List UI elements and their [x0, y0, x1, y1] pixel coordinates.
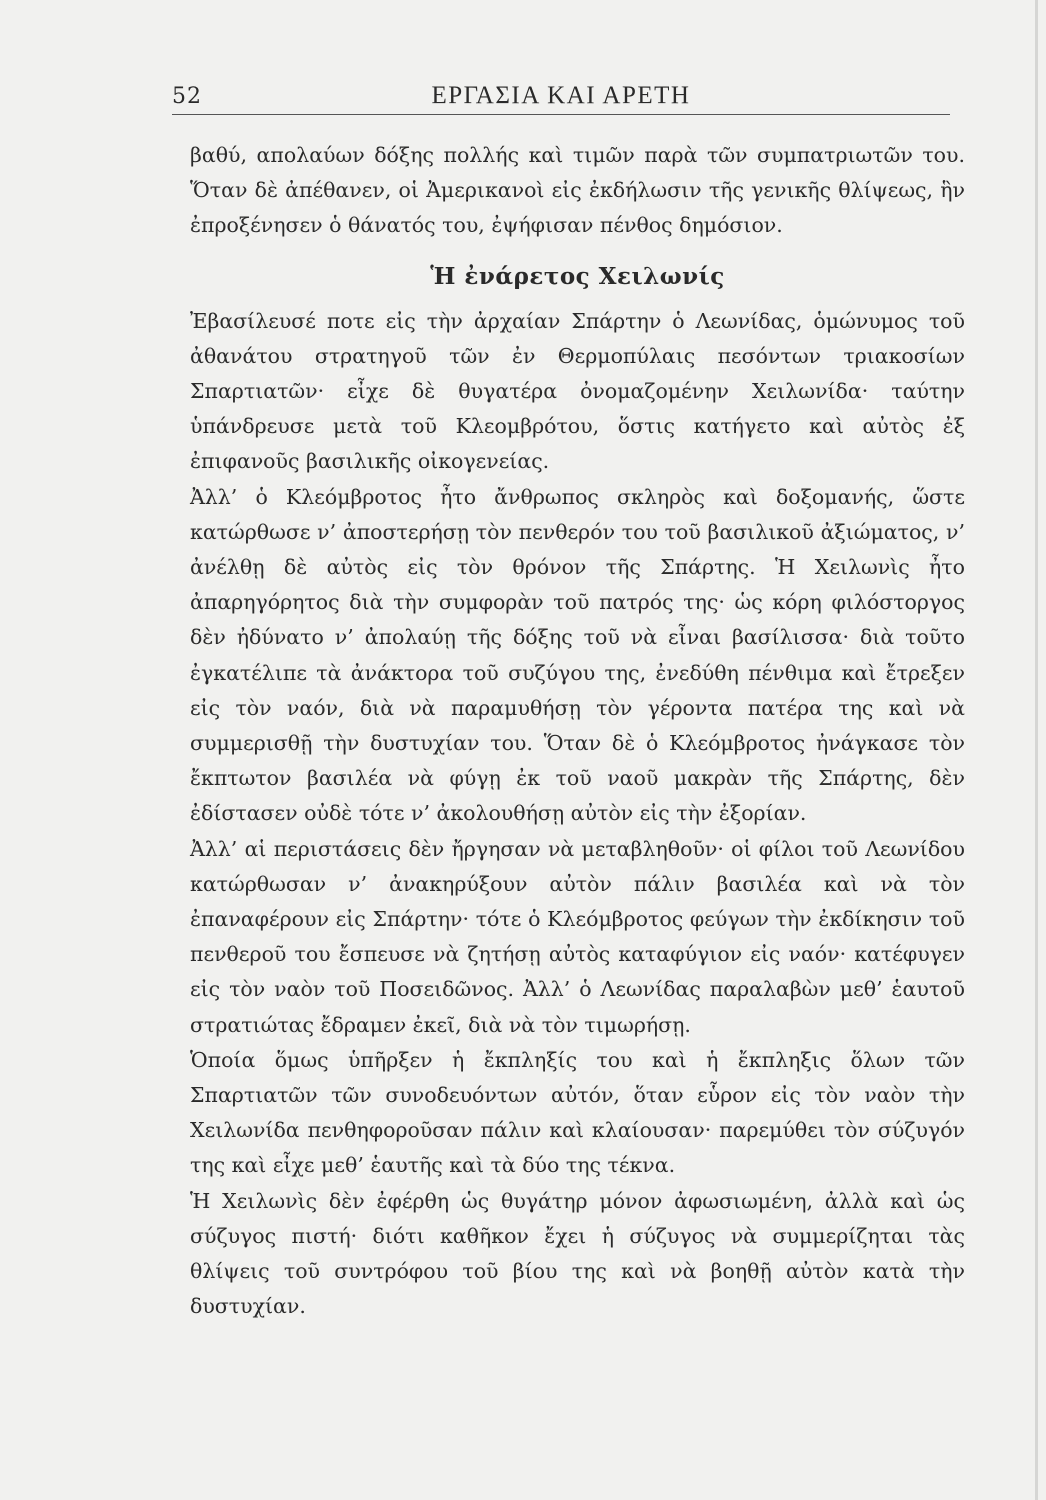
paragraph-2: Ἀλλ’ ὁ Κλεόμβροτος ἦτο ἄνθρωπος σκληρὸς καὶ δοξομανής, ὥστε κατώρθωσε ν’ ἀποστερήσῃ τὸν πενθερόν του τοῦ βασιλικοῦ ἀξιώματος, ν’ ἀνέλθῃ δὲ αὐτὸς εἰς τὸν θρόνον τῆς Σπάρτης. Ἡ Χειλωνὶς ἦτο ἀπαρηγόρητος διὰ τὴν συμφορὰν τοῦ πατρός της· ὡς κόρη φιλόστοργος δὲν ἠδύνατο ν’ ἀπολαύῃ τῆς δόξης τοῦ νὰ εἶναι βασίλισσα· διὰ τοῦτο ἐγκατέλιπε τὰ ἀνάκτορα τοῦ συζύγου της, ἐνεδύθη πένθιμα καὶ ἔτρεξεν εἰς τὸν ναόν, διὰ νὰ παραμυθήσῃ τὸν γέροντα πατέρα της καὶ νὰ συμμερισθῇ τὴν δυστυχίαν του. Ὅταν δὲ ὁ Κλεόμβροτος ἠνάγκασε τὸν ἔκπτωτον βασιλέα νὰ φύγῃ ἐκ τοῦ ναοῦ μακρὰν τῆς Σπάρτης, δὲν ἐδίστασεν οὐδὲ τότε ν’ ἀκολουθήσῃ αὐτὸν εἰς τὴν ἐξορίαν. — [190, 484, 965, 826]
running-title: ΕΡΓΑΣΙΑ ΚΑΙ ΑΡΕΤΗ — [431, 82, 691, 109]
page-edge-shadow — [1035, 0, 1038, 1500]
intro-paragraph: βαθύ, απολαύων δόξης πολλής καὶ τιμῶν παρὰ τῶν συμπατριωτῶν του. Ὅταν δὲ ἀπέθανεν, οἱ Ἀμερικανοὶ εἰς ἐκδήλωσιν τῆς γενικῆς θλίψεως, ἣν ἐπροξένησεν ὁ θάνατός του, ἐψήφισαν πένθος δημόσιον. — [190, 143, 965, 238]
section-heading: Ἡ ἐνάρετος Χειλωνίς — [430, 262, 725, 290]
paragraph-1: Ἐβασίλευσέ ποτε εἰς τὴν ἀρχαίαν Σπάρτην ὁ Λεωνίδας, ὁμώνυμος τοῦ ἀθανάτου στρατηγοῦ τῶν ἐν Θερμοπύλαις πεσόντων τριακοσίων Σπαρτιατῶν· εἶχε δὲ θυγατέρα ὀνομαζομένην Χειλωνίδα· ταύτην ὑπάνδρευσε μετὰ τοῦ Κλεομβρότου, ὅστις κατήγετο καὶ αὐτὸς ἐξ ἐπιφανοῦς βασιλικῆς οἰκογενείας. — [190, 308, 965, 474]
paragraph-5: Ἡ Χειλωνὶς δὲν ἐφέρθη ὡς θυγάτηρ μόνον ἀφωσιωμένη, ἀλλὰ καὶ ὡς σύζυγος πιστή· διότι καθῆκον ἔχει ἡ σύζυγος νὰ συμμερίζηται τὰς θλίψεις τοῦ συντρόφου τοῦ βίου της καὶ νὰ βοηθῇ αὐτὸν κατὰ τὴν δυστυχίαν. — [190, 1188, 965, 1319]
paragraph-3: Ἀλλ’ αἱ περιστάσεις δὲν ἤργησαν νὰ μεταβληθοῦν· οἱ φίλοι τοῦ Λεωνίδου κατώρθωσαν ν’ ἀνακηρύξουν αὐτὸν πάλιν βασιλέα καὶ νὰ τὸν ἐπαναφέρουν εἰς Σπάρτην· τότε ὁ Κλεόμβροτος φεύγων τὴν ἐκδίκησιν τοῦ πενθεροῦ του ἔσπευσε νὰ ζητήσῃ αὐτὸς καταφύγιον εἰς ναόν· κατέφυγεν εἰς τὸν ναὸν τοῦ Ποσειδῶνος. Ἀλλ’ ὁ Λεωνίδας παραλαβὼν μεθ’ ἑαυτοῦ στρατιώτας ἔδραμεν ἐκεῖ, διὰ νὰ τὸν τιμωρήσῃ. — [190, 836, 965, 1037]
page-body — [190, 138, 965, 1325]
page-header — [172, 80, 950, 115]
page-number: 52 — [172, 84, 202, 109]
paragraph-4: Ὁποία ὅμως ὑπῆρξεν ἡ ἔκπληξίς του καὶ ἡ ἔκπληξις ὅλων τῶν Σπαρτιατῶν τῶν συνοδευόντων αὐτόν, ὅταν εὗρον εἰς τὸν ναὸν τὴν Χειλωνίδα πενθηφοροῦσαν πάλιν καὶ κλαίουσαν· παρεμύθει τὸν σύζυγόν της καὶ εἶχε μεθ’ ἑαυτῆς καὶ τὰ δύο της τέκνα. — [190, 1047, 965, 1178]
